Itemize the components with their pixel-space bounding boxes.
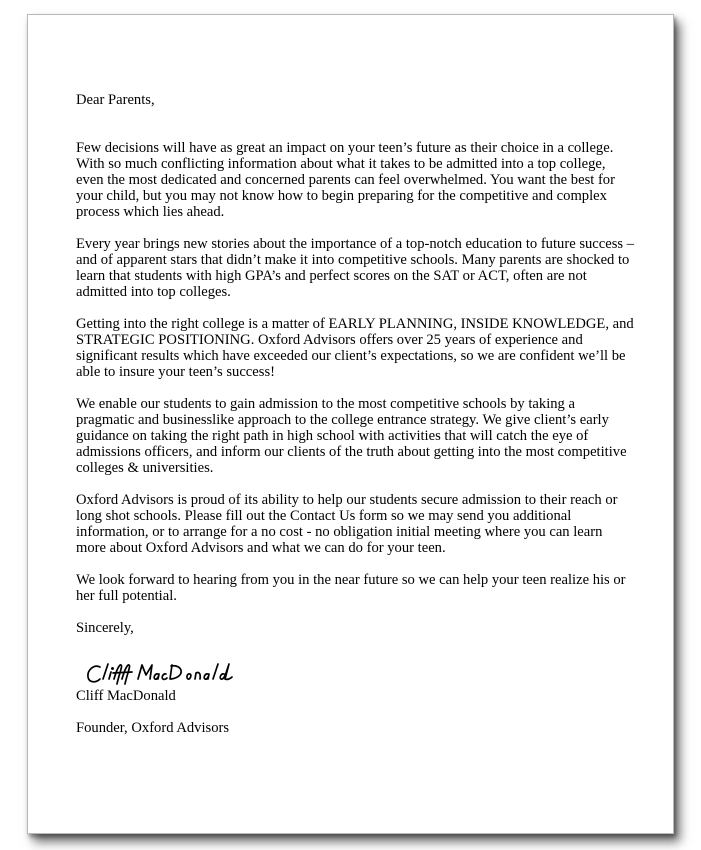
paragraph-closing: We look forward to hearing from you in the near future so we can help your teen realize his or her full potential. (76, 572, 626, 604)
paragraph-stories: Every year brings new stories about the importance of a top-notch education to future success – and of apparent stars that didn’t make it into competitive schools. Many parents are shocked to learn that students with high GPA’s and perfect scores on the SAT or ACT, often are not admitted into top colleges. (76, 236, 635, 300)
letter-page (27, 14, 674, 834)
signer-name: Cliff MacDonald (76, 688, 176, 704)
paragraph-approach: We enable our students to gain admission to the most competitive schools by taking a pragmatic and businesslike approach to the college entrance strategy. We give client’s early guidance on taking the right path in high school with activities that will catch the eye of admissions officers, and inform our clients of the truth about getting into the most competitive colleges & universities. (76, 396, 627, 476)
salutation: Dear Parents, (76, 92, 155, 108)
handwritten-signature (86, 662, 636, 688)
signer-title: Founder, Oxford Advisors (76, 720, 230, 736)
closing: Sincerely, (76, 620, 134, 636)
letter-body (76, 92, 636, 752)
paragraph-planning: Getting into the right college is a matter of EARLY PLANNING, INSIDE KNOWLEDGE, and STRATEGIC POSITIONING. Oxford Advisors offers over 25 years of experience and significant results which have exceeded our client’s expectations, so we are confident we’ll be able to insure your teen’s success! (76, 316, 634, 380)
paragraph-intro: Few decisions will have as great an impact on your teen’s future as their choice in a college. With so much conflicting information about what it takes to be admitted into a top college, even the most dedicated and concerned parents can feel overwhelmed. You want the best for your child, but you may not know how to begin preparing for the competitive and complex process which lies ahead. (76, 140, 615, 220)
paragraph-contact: Oxford Advisors is proud of its ability to help our students secure admission to their reach or long shot schools. Please fill out the Contact Us form so we may send you additional information, or to arrange for a no cost - no obligation initial meeting where you can learn more about Oxford Advisors and what we can do for your teen. (76, 492, 618, 556)
